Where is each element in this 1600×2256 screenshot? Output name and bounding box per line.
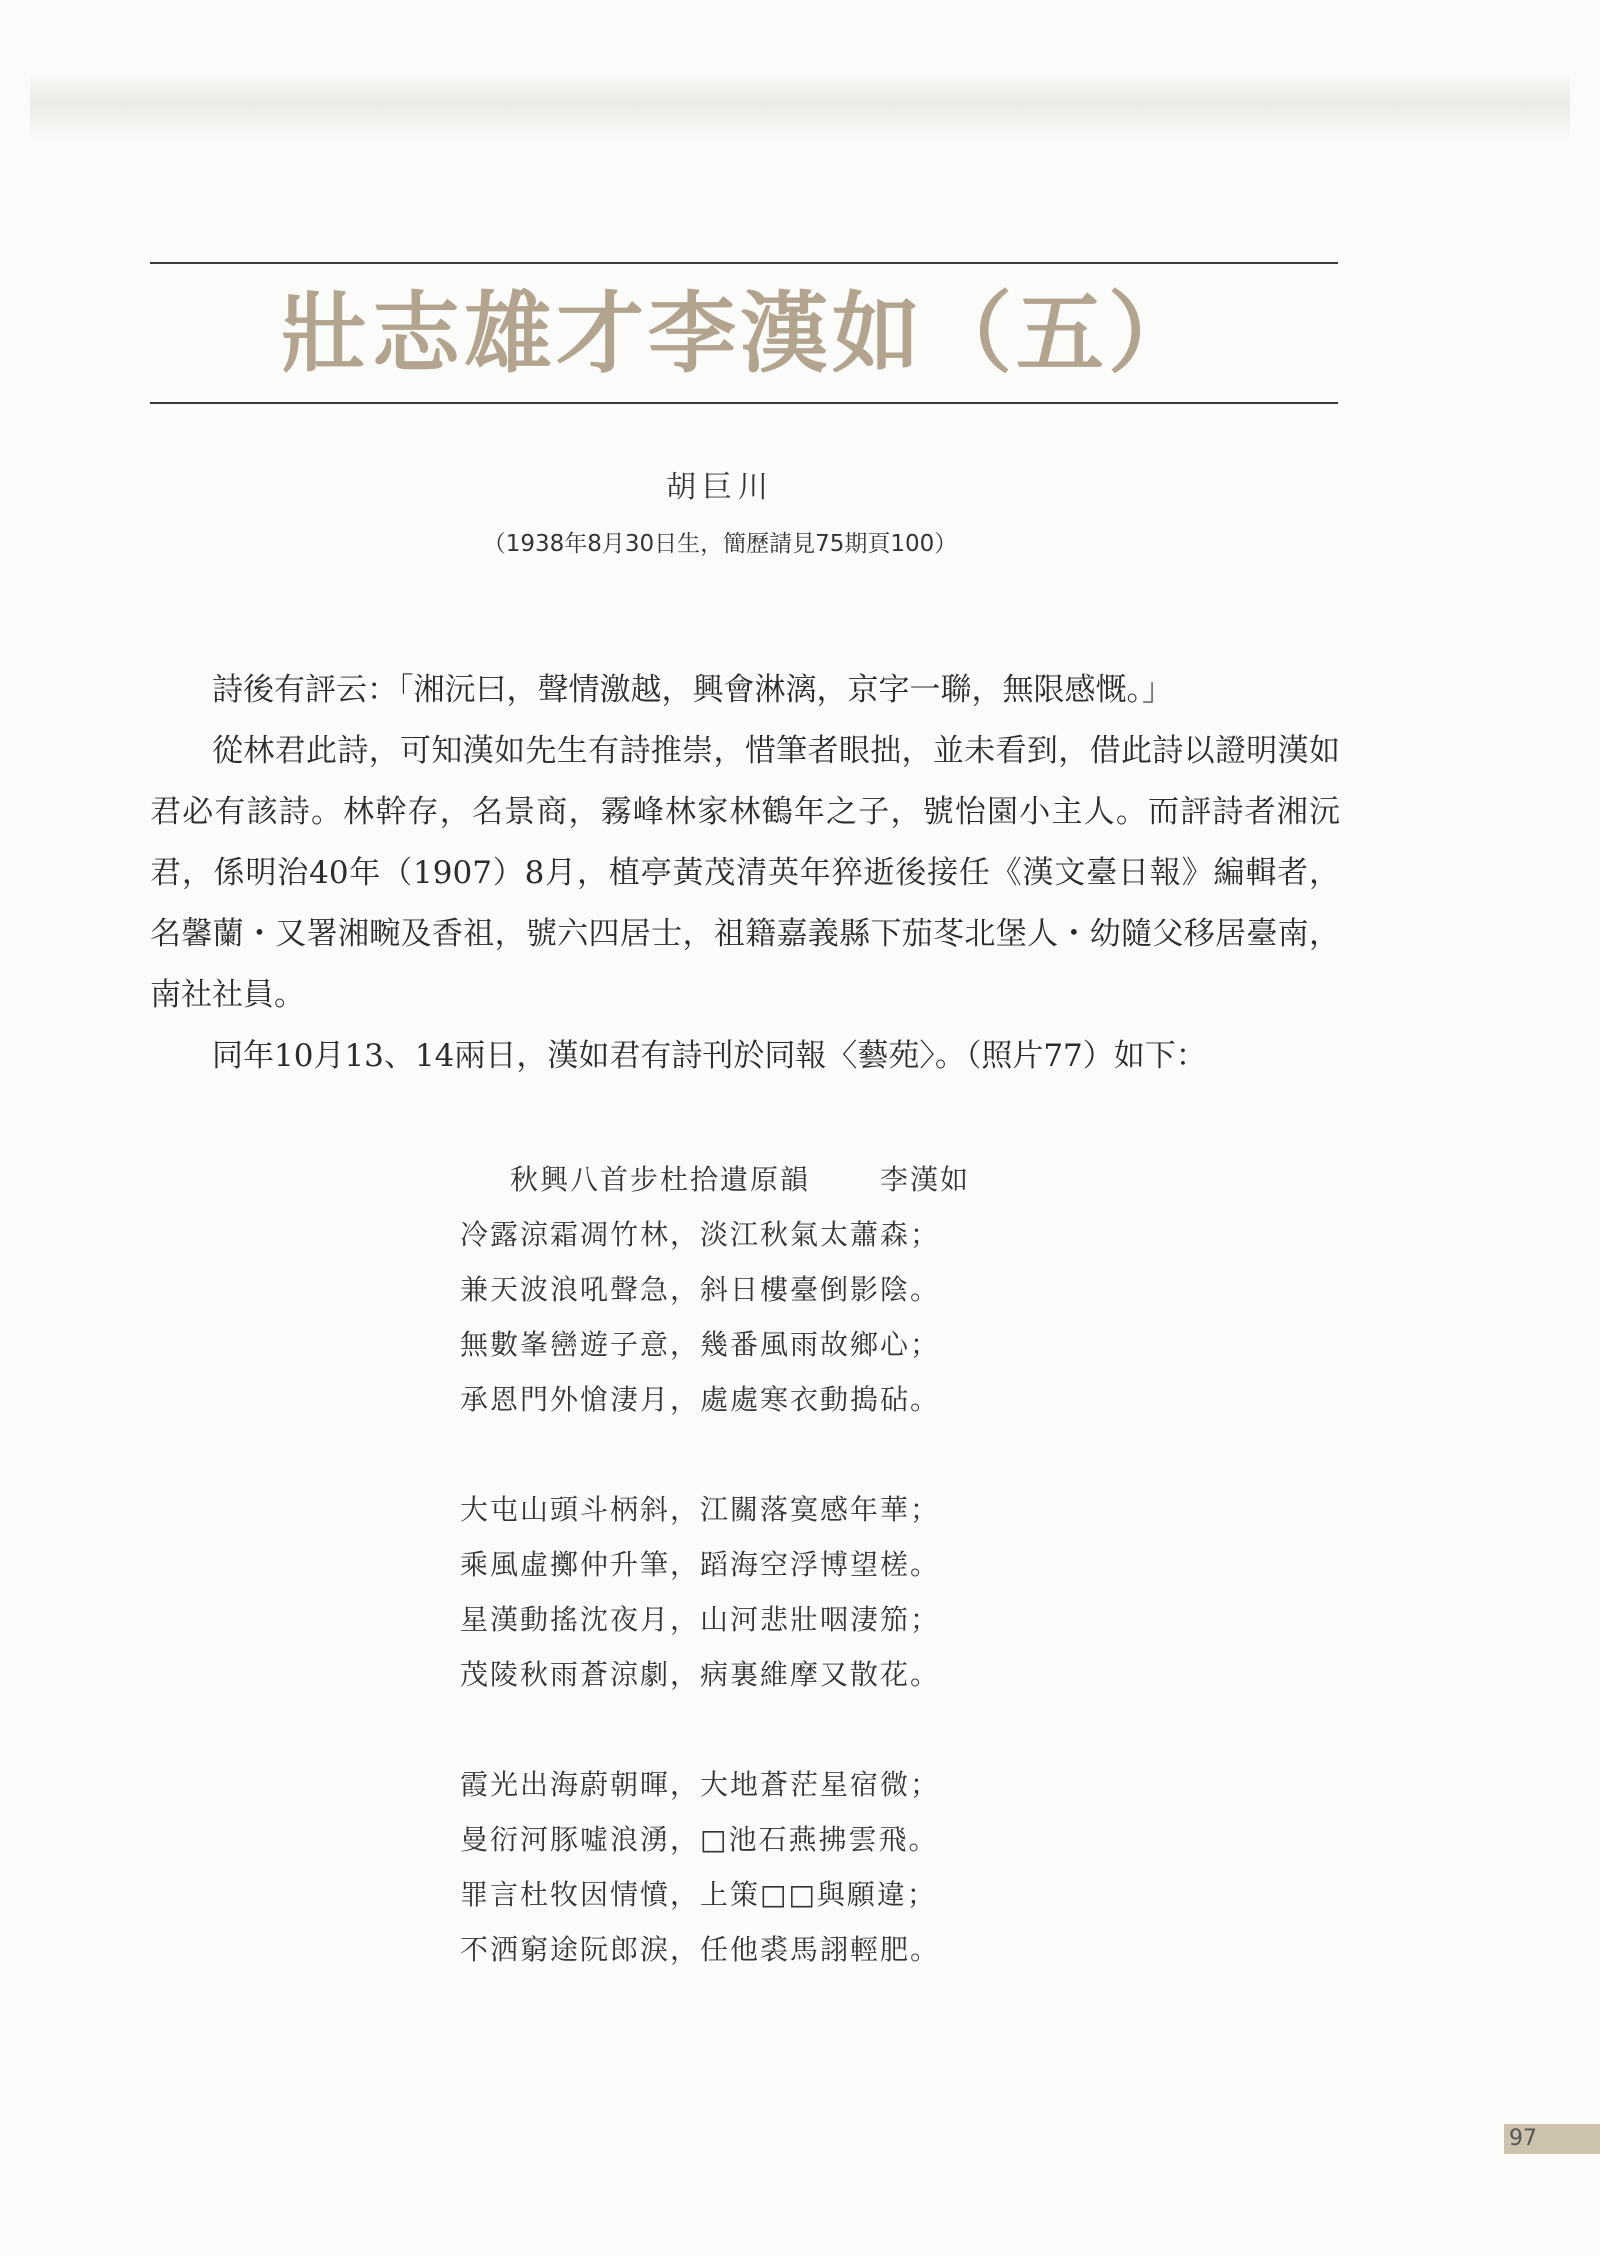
paragraph: 詩後有評云：「湘沅曰，聲情激越，興會淋漓，京字一聯，無限感慨。」 <box>212 672 1173 708</box>
poem-line: 罪言杜牧因情憤，上策□□與願違； <box>460 1878 937 1911</box>
poem-stanza <box>460 1482 1100 1702</box>
poem-line: 乘風虛擲仲升筆，蹈海空浮博望槎。 <box>460 1548 941 1581</box>
author-name: 胡巨川 <box>666 470 774 505</box>
page-number: 97 <box>1509 2126 1537 2151</box>
scan-header-band <box>30 72 1570 142</box>
poem-line: 兼天波浪吼聲急，斜日樓臺倒影陰。 <box>460 1273 941 1306</box>
poem-line: 冷露涼霜凋竹林，淡江秋氣太蕭森； <box>460 1218 941 1251</box>
poem-line: 星漢動搖沈夜月，山河悲壯咽淒笳； <box>460 1603 941 1636</box>
poem-line: 茂陵秋雨蒼涼劇，病裏維摩又散花。 <box>460 1658 941 1691</box>
poem-line: 曼衍河豚噓浪湧，□池石燕拂雲飛。 <box>460 1823 939 1856</box>
poem-title: 秋興八首步杜拾遺原韻 <box>510 1163 811 1196</box>
article-title: 壯志雄才李漢如（五） <box>280 281 1201 385</box>
poem-line: 不洒窮途阮郎淚，任他裘馬詡輕肥。 <box>460 1933 941 1966</box>
poem-line: 無數峯巒遊子意，幾番風雨故鄉心； <box>460 1328 941 1361</box>
poem-heading <box>460 1152 1100 1207</box>
poem-line: 霞光出海蔚朝暉，大地蒼茫星宿微； <box>460 1768 941 1801</box>
poem-author: 李漢如 <box>880 1163 971 1196</box>
poem <box>460 1152 1100 2032</box>
poem-line: 承恩門外愴淒月，處處寒衣動搗砧。 <box>460 1383 941 1416</box>
poem-stanza <box>460 1757 1100 1977</box>
poem-stanza <box>460 1207 1100 1427</box>
paragraph: 同年10月13、14兩日，漢如君有詩刊於同報〈藝苑〉。（照片77）如下： <box>212 1038 1207 1074</box>
title-rule-top <box>150 262 1338 264</box>
poem-line: 大屯山頭斗柄斜，江關落寞感年華； <box>460 1493 941 1526</box>
title-rule-bottom <box>150 402 1338 404</box>
author-note: （1938年8月30日生，簡歷請見75期頁100） <box>482 531 958 557</box>
paragraph: 從林君此詩，可知漢如先生有詩推崇，惜筆者眼拙，並未看到，借此詩以證明漢如君必有該詩。林幹存，名景商，霧峰林家林鶴年之子，號怡園小主人。而評詩者湘沅君，係明治40年（1907）8月，植亭黃茂清英年猝逝後接任《漢文臺日報》編輯者，名馨蘭・又署湘畹及香祖，號六四居士，祖籍嘉義縣下茄苳北堡人・幼隨父移居臺南，南社社員。 <box>150 733 1340 1013</box>
article-body <box>150 660 1340 1087</box>
